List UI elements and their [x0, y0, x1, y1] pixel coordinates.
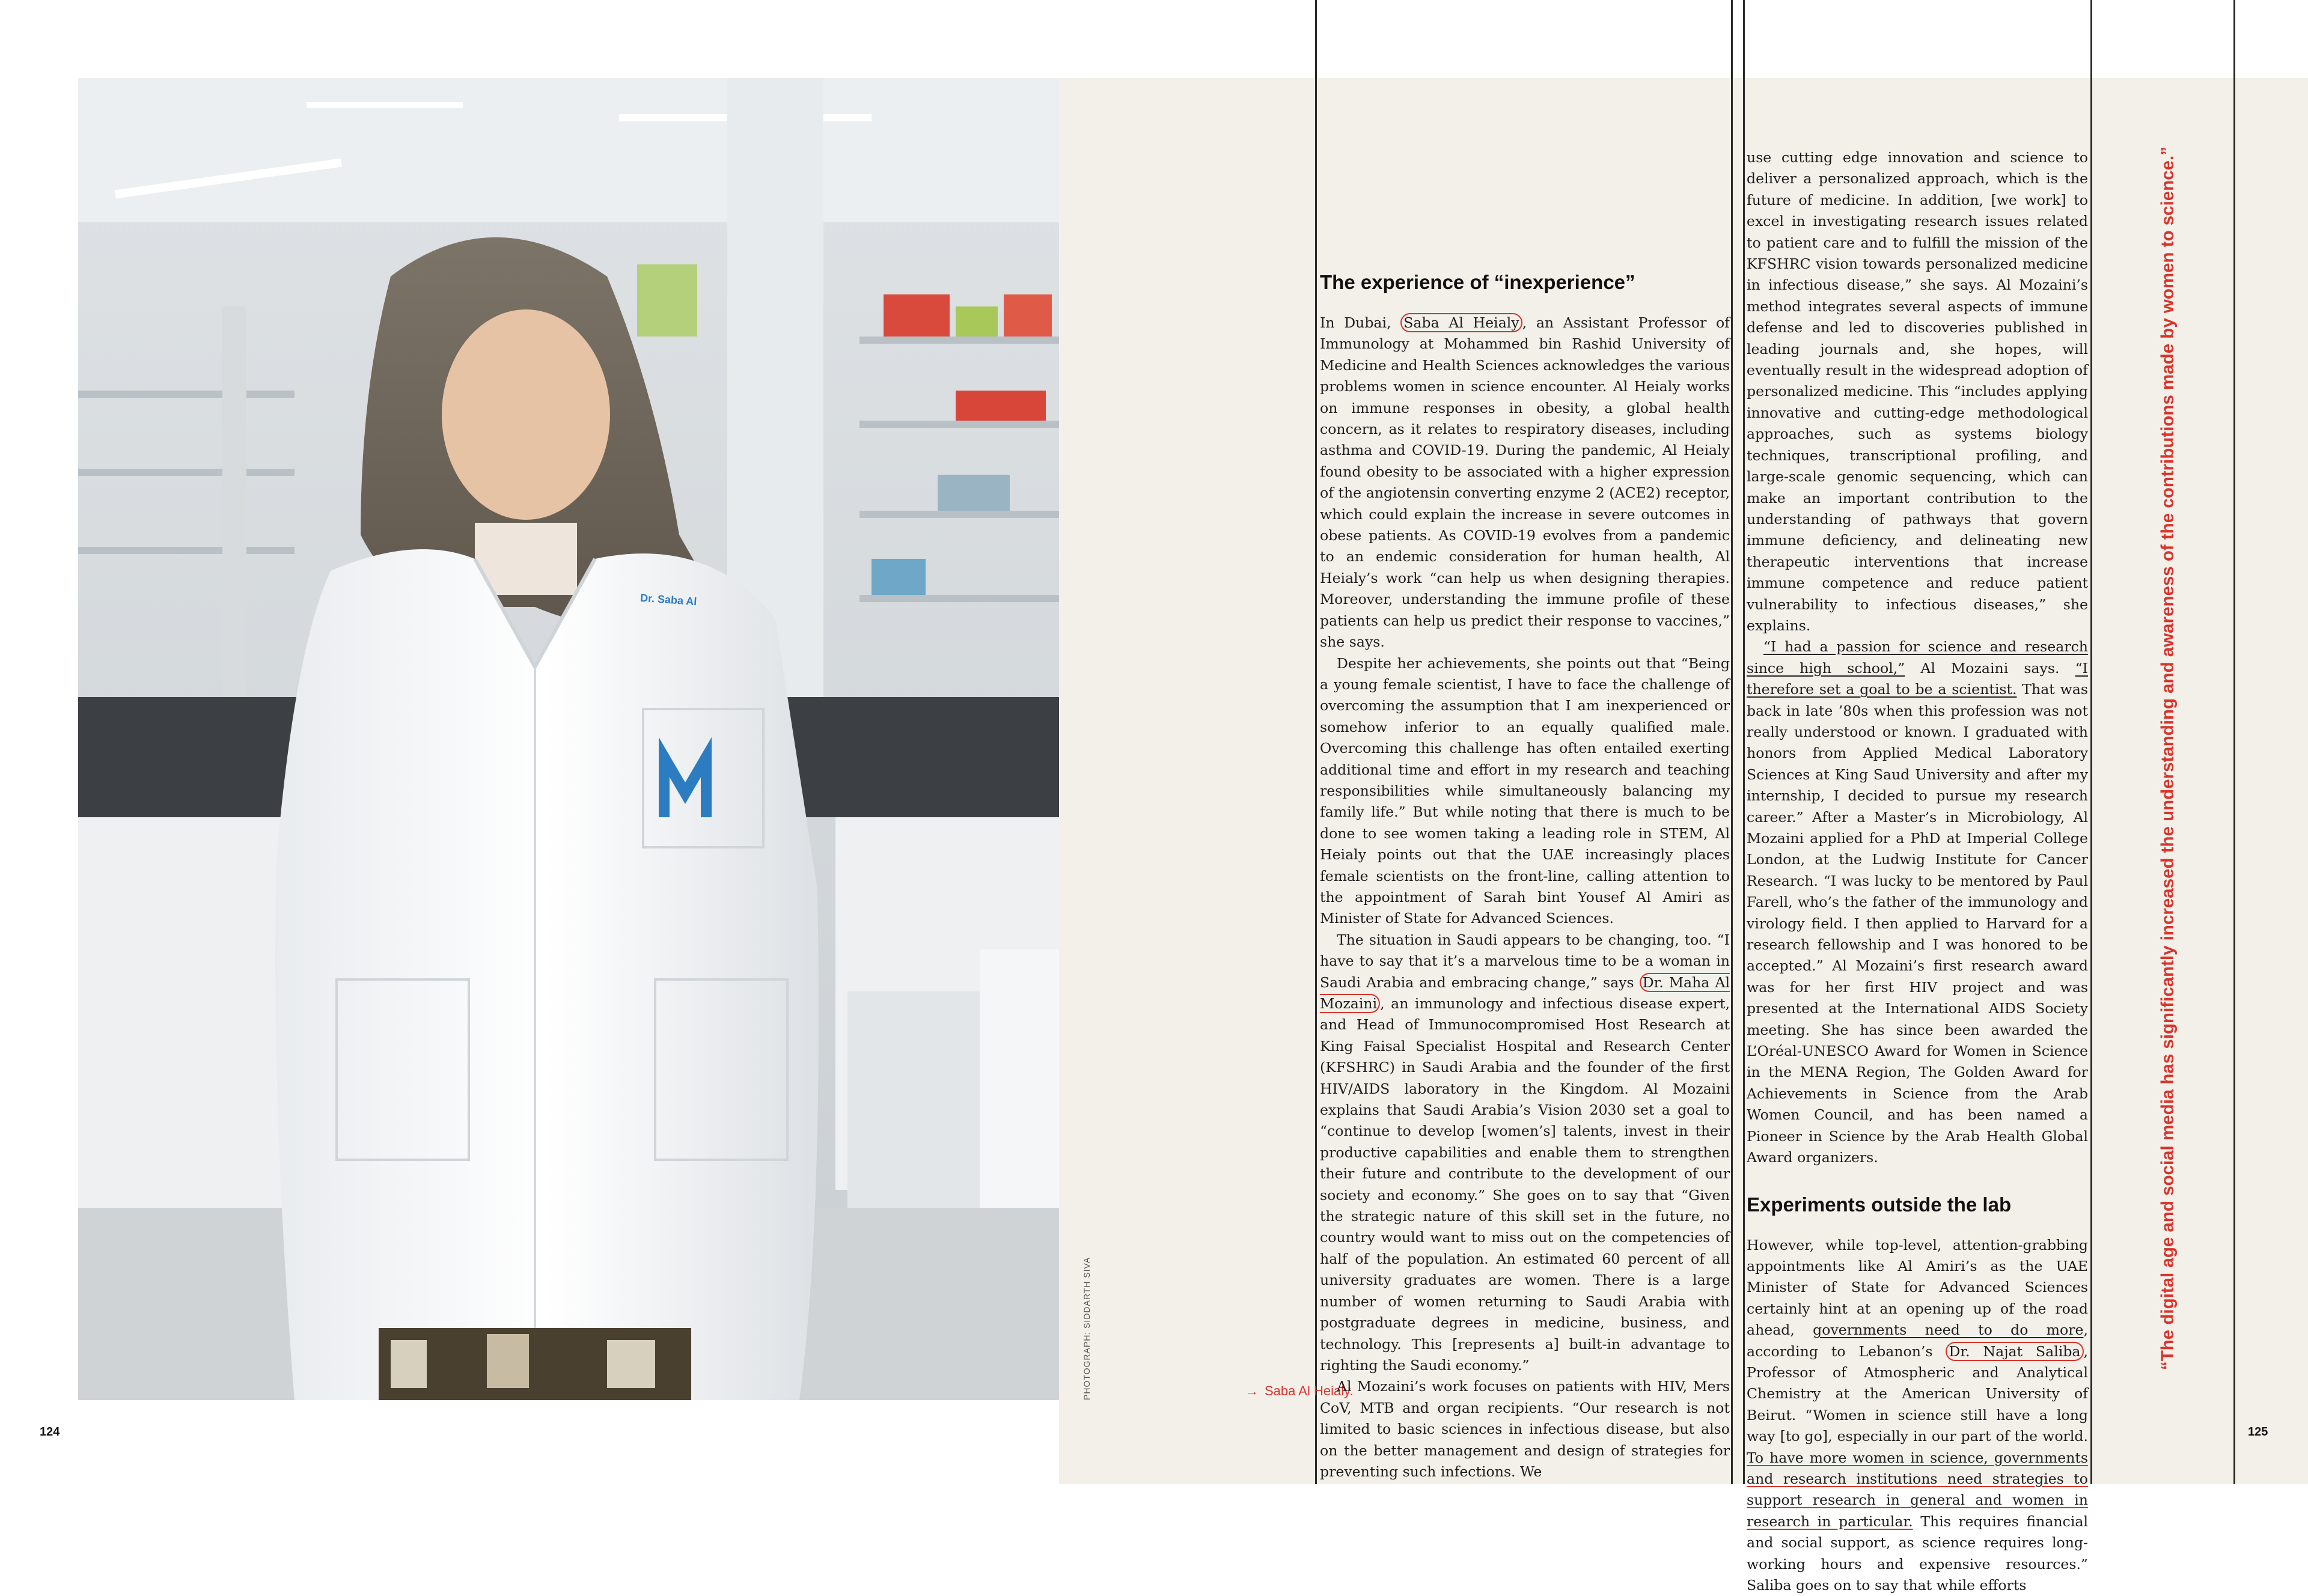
column-rule: [2233, 0, 2235, 1484]
page-number-left: 124: [40, 1425, 60, 1439]
column-rule: [1315, 0, 1317, 1484]
underlined-text: To have more women in science, governments and research institutions need strategies to support research in general and women in research in particular.: [1747, 1449, 2088, 1530]
article-column-2: [1747, 147, 2088, 1596]
paragraph: In Dubai, Saba Al Heialy , an Assistant Professor of Immunology at Mohammed bin Rashid University of Medicine and Health Sciences acknowledges the various problems women in science encounter. Al Heialy works on immune responses in obesity, a global health concern, as it relates to respiratory diseases, including asthma and COVID-19. During the pandemic, Al Heialy found obesity to be associated with a higher expression of the angiotensin converting enzyme 2 (ACE2) receptor, which could explain the increase in severe outcomes in obese patients. As COVID-19 evolves from a pandemic to an endemic consideration for human health, Al Heialy’s work “can help us when designing therapies. Moreover, understanding the immune profile of these patients can help us predict their response to vaccines,” she says.: [1320, 312, 1730, 653]
portrait-photo: [78, 78, 1059, 1400]
paragraph: use cutting edge innovation and science to deliver a personalized approach, which is the future of medicine. In addition, [we work] to excel in investigating research issues related to patient care and to fulfill the mission of the KFSHRC vision towards personalized medicine in infectious disease,” she says. Al Mozaini’s method integrates several aspects of immune defense and led to discoveries published in leading journals and, she hopes, will eventually result in the widespread adoption of personalized medicine. This “includes applying innovative and cutting-edge methodological approaches, such as systems biology techniques, transcriptional profiling, and large-scale genomic sequencing, which can make an important contribution to the understanding of pathways that govern immune deficiency, and delineating new therapeutic interventions that increase immune competence and reduce patient vulnerability to infectious diseases,” she explains.: [1747, 147, 2088, 636]
caption-text: Saba Al Heialy.: [1265, 1383, 1354, 1398]
underlined-text: “I had a passion for science and research since high school,”: [1747, 638, 2088, 676]
underlined-text: “I therefore set a goal to be a scientist.: [1747, 660, 2088, 698]
article-column-1: [1320, 270, 1730, 1482]
pull-quote: “The digital age and social media has significantly increased the understanding and awareness of the contributions made by women to science.”: [2158, 147, 2178, 1370]
column-rule: [2090, 0, 2092, 1484]
underlined-text: governments need to do more: [1813, 1321, 2083, 1338]
photo-credit: PHOTOGRAPH: SIDDARTH SIVA: [1082, 1257, 1091, 1400]
section-heading: The experience of “inexperience”: [1320, 270, 1730, 294]
column-rule: [1731, 0, 1733, 1484]
paragraph: “I had a passion for science and research since high school,” Al Mozaini says. “I therefore set a goal to be a scientist. That was back in late ’80s when this profession was not really understood or known. I graduated with honors from Applied Medical Laboratory Sciences at King Saud University and after my internship, I decided to pursue my research career.” After a Master’s in Microbiology, Al Mozaini applied for a PhD at Imperial College London, at the Ludwig Institute for Cancer Research. “I was lucky to be mentored by Paul Farell, who’s the father of the immunology and virology field. I then applied to Harvard for a research fellowship and I was honored to be accepted.” Al Mozaini’s first research award was for her first HIV project and was presented at the International AIDS Society meeting. She has since been awarded the L’Oréal-UNESCO Award for Women in Science in the MENA Region, The Golden Award for Achievements in Science from the Arab Women Council, and has been named a Pioneer in Science by the Arab Health Global Award organizers.: [1747, 636, 2088, 1168]
paragraph: However, while top-level, attention-grabbing appointments like Al Amiri’s as the UAE Minister of State for Advanced Sciences certainly hint at an opening up of the road ahead, governments need to do more, according to Lebanon’s Dr. Najat Saliba , Professor of Atmospheric and Analytical Chemistry at the American University of Beirut. “Women in science still have a long way [to go], especially in our part of the world. To have more women in science, governments and research institutions need strategies to support research in general and women in research in particular. This requires financial and social support, as science requires long-working hours and expensive resources.” Saliba goes on to say that while efforts: [1747, 1235, 2088, 1596]
coat-name-embroidery: Dr. Saba Al: [640, 592, 697, 609]
circled-name: Saba Al Heialy: [1400, 313, 1522, 332]
page-number-right: 125: [2248, 1425, 2268, 1439]
column-rule: [1743, 0, 1745, 1484]
paragraph: Despite her achievements, she points out that “Being a young female scientist, I have to face the challenge of overcoming the assumption that I am inexperienced or somehow inferior to an equally qualified male. Overcoming this challenge has often entailed exerting additional time and effort in my research and teaching responsibilities while simultaneously balancing my family life.” But while noting that there is much to be done to see women taking a leading role in STEM, Al Heialy points out that the UAE increasingly places female scientists on the front-line, calling attention to the appointment of Sarah bint Yousef Al Amiri as Minister of State for Advanced Sciences.: [1320, 653, 1730, 930]
paragraph: The situation in Saudi appears to be changing, too. “I have to say that it’s a marvelous time to be a woman in Saudi Arabia and embracing change,” says Dr. Maha Al Mozaini , an immunology and infectious disease expert, and Head of Immunocompromised Host Research at King Faisal Specialist Hospital and Research Center (KFSHRC) in Saudi Arabia and the founder of the first HIV/AIDS laboratory in the Kingdom. Al Mozaini explains that Saudi Arabia’s Vision 2030 set a goal to “continue to develop [women’s] talents, invest in their productive capabilities and enable them to strengthen their future and contribute to the development of our society and economy.” She goes on to say that “Given the strategic nature of this skill set in the future, no country would want to miss out on the competencies of half of the population. An estimated 60 percent of all university graduates are women. There is a large number of women returning to Saudi Arabia with postgraduate degrees in medicine, business, and technology. This [represents a] built-in advantage to righting the Saudi economy.”: [1320, 930, 1730, 1377]
paragraph: Al Mozaini’s work focuses on patients with HIV, Mers CoV, MTB and organ recipients. “Our research is not limited to basic sciences in infectious disease, but also on the better management and design of strategies for preventing such infections. We: [1320, 1376, 1730, 1482]
circled-name: Dr. Maha Al Mozaini: [1320, 973, 1730, 1013]
section-heading: Experiments outside the lab: [1747, 1193, 2088, 1217]
circled-name: Dr. Najat Saliba: [1946, 1342, 2083, 1361]
arrow-right-icon: →: [1245, 1383, 1259, 1398]
